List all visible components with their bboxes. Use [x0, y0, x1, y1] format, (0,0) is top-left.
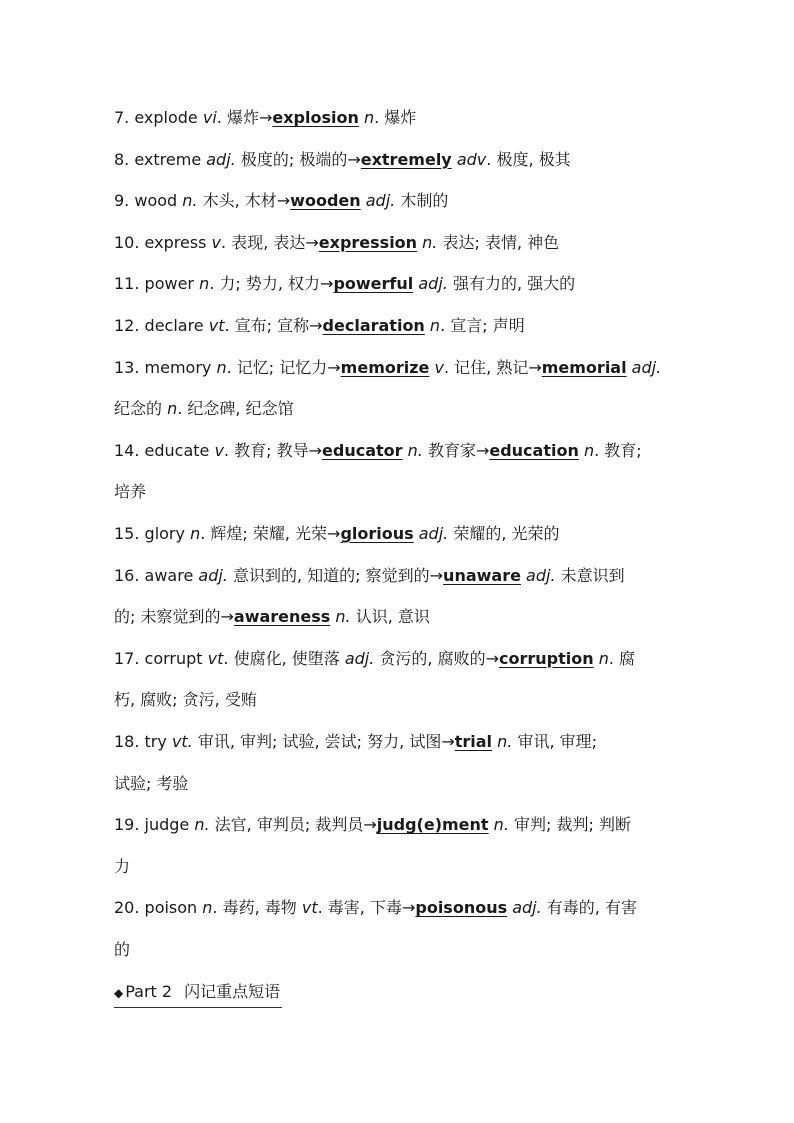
text-line	[114, 430, 680, 472]
part-of-speech: adj.	[206, 149, 236, 169]
line-text: 12. declare	[114, 315, 209, 335]
derived-word: corruption	[499, 648, 594, 668]
line-text: 培养	[114, 482, 147, 502]
diamond-bullet-icon: ◆	[114, 986, 124, 1000]
text-line	[114, 804, 680, 846]
vocabulary-list	[114, 97, 680, 970]
line-text: . 使腐化, 使堕落	[223, 648, 345, 668]
line-text: 16. aware	[114, 565, 199, 585]
line-text: 19. judge	[114, 815, 195, 835]
part-of-speech: n	[199, 274, 210, 294]
line-text: . 力; 势力, 权力→	[209, 274, 334, 294]
part-of-speech: vt	[208, 315, 225, 335]
part-of-speech: n	[363, 108, 375, 127]
part-of-speech: adv	[456, 149, 487, 169]
line-text: . 辉煌; 荣耀, 光荣→	[200, 523, 341, 543]
derived-word: extremely	[360, 149, 452, 169]
text-line	[114, 513, 680, 555]
derived-word: declaration	[322, 315, 425, 335]
line-text: . 记住, 熟记→	[443, 357, 542, 377]
text-line	[114, 222, 680, 264]
text-line	[114, 763, 680, 805]
text-line	[114, 721, 680, 763]
derived-word: memorial	[541, 357, 627, 377]
part-of-speech: n	[583, 440, 595, 460]
line-text: . 记忆; 记忆力→	[226, 357, 341, 377]
line-text: 审讯, 审判; 试验, 尝试; 努力, 试图→	[192, 731, 455, 751]
part-of-speech: n	[167, 399, 178, 419]
part-of-speech: n.	[497, 731, 513, 751]
part-of-speech: n.	[407, 440, 423, 460]
text-line	[114, 180, 680, 222]
line-text: 9. wood	[114, 191, 183, 211]
line-text: 表达; 表情, 神色	[437, 232, 560, 252]
line-text: 的	[114, 939, 131, 959]
line-text: 纪念的	[114, 399, 168, 419]
part-of-speech: adj.	[418, 523, 449, 543]
derived-word: powerful	[333, 274, 414, 294]
line-text: 7. explode	[114, 108, 203, 127]
line-text: . 毒害, 下毒→	[317, 898, 416, 918]
line-text: 18. try	[114, 731, 172, 751]
line-text: 教育家→	[422, 440, 490, 460]
part-of-speech: adj.	[512, 898, 542, 918]
line-text: 贪污的, 腐败的→	[374, 648, 500, 668]
part-of-speech: vt.	[171, 731, 193, 751]
text-line	[114, 388, 680, 430]
part-of-speech: n.	[493, 815, 509, 835]
line-text: 10. express	[114, 232, 212, 252]
text-line	[114, 929, 680, 971]
line-text: 13. memory	[114, 357, 217, 377]
line-text: . 宣言; 声明	[440, 315, 525, 335]
text-line	[114, 305, 680, 347]
text-line	[114, 263, 680, 305]
line-text: . 纪念碑, 纪念馆	[177, 399, 294, 419]
line-text: 17. corrupt	[114, 648, 208, 668]
part-title: 闪记重点短语	[184, 982, 281, 1001]
line-text: 14. educate	[114, 440, 215, 460]
part-label: Part 2	[125, 982, 173, 1001]
line-text: 意识到的, 知道的; 察觉到的→	[227, 565, 444, 585]
part-of-speech: n	[202, 898, 213, 918]
line-text: 力	[114, 856, 131, 876]
part-of-speech: vt	[207, 648, 224, 668]
part-of-speech: v	[434, 357, 444, 377]
line-text: 荣耀的, 光荣的	[448, 523, 560, 543]
derived-word: judg(e)ment	[376, 815, 489, 835]
derived-word: trial	[454, 731, 493, 751]
derived-word: poisonous	[415, 898, 508, 918]
text-line	[114, 846, 680, 888]
line-text: . 表现, 表达→	[221, 232, 319, 252]
text-line	[114, 638, 680, 680]
line-text: 极度的; 极端的→	[235, 149, 361, 169]
part-of-speech: adj.	[631, 357, 662, 377]
line-text: . 爆炸	[374, 108, 417, 127]
text-line	[114, 471, 680, 513]
part-of-speech: adj.	[418, 274, 448, 294]
derived-word: memorize	[340, 357, 430, 377]
text-line	[114, 596, 680, 638]
line-text: 11. power	[114, 274, 200, 294]
line-text: . 毒药, 毒物	[212, 898, 302, 918]
part-of-speech: n.	[194, 815, 210, 835]
text-line	[114, 97, 680, 139]
part-of-speech: vi	[202, 108, 217, 127]
part-of-speech: adj.	[344, 648, 375, 668]
line-text: 试验; 考验	[114, 773, 189, 793]
line-text: 审讯, 审理;	[512, 731, 598, 751]
line-text: . 腐	[608, 648, 636, 668]
section-heading	[114, 978, 282, 1008]
derived-word: educator	[322, 440, 403, 460]
part-of-speech: n	[429, 315, 441, 335]
part-of-speech: n.	[182, 191, 198, 211]
line-text: . 教育; 教导→	[223, 440, 323, 460]
derived-word: explosion	[272, 108, 359, 127]
line-text: . 极度, 极其	[486, 149, 571, 169]
line-text: 朽, 腐败; 贪污, 受贿	[114, 690, 257, 710]
derived-word: awareness	[233, 607, 331, 627]
derived-word: wooden	[290, 191, 361, 211]
line-text: 20. poison	[114, 898, 203, 918]
derived-word: education	[489, 440, 579, 460]
line-text: 的; 未察觉到的→	[114, 607, 234, 627]
derived-word: expression	[318, 232, 418, 252]
part-of-speech: v	[211, 232, 222, 252]
text-line	[114, 139, 680, 181]
derived-word: unaware	[443, 565, 521, 585]
line-text: . 宣布; 宣称→	[224, 315, 323, 335]
line-text: 有毒的, 有害	[541, 898, 637, 918]
part-of-speech: n	[598, 648, 609, 668]
part-of-speech: n.	[422, 232, 438, 252]
part-of-speech: vt	[301, 898, 318, 918]
line-text: . 爆炸→	[216, 108, 273, 127]
part-of-speech: n.	[335, 607, 351, 627]
text-line	[114, 679, 680, 721]
part-of-speech: adj.	[365, 191, 396, 211]
derived-word: glorious	[340, 523, 414, 543]
line-text: . 教育;	[594, 440, 642, 460]
line-text: 8. extreme	[114, 149, 207, 169]
line-text: 木头, 木材→	[197, 191, 291, 211]
line-text: 木制的	[395, 191, 449, 211]
line-text: 认识, 意识	[350, 607, 430, 627]
line-text: 15. glory	[114, 523, 191, 543]
text-line	[114, 887, 680, 929]
part-of-speech: n	[190, 523, 201, 543]
part-of-speech: n	[216, 357, 227, 377]
part-of-speech: v	[214, 440, 224, 460]
line-text: 强有力的, 强大的	[447, 274, 576, 294]
line-text: 法官, 审判员; 裁判员→	[209, 815, 377, 835]
text-line	[114, 555, 680, 597]
line-text: 未意识到	[555, 565, 625, 585]
line-text: 审判; 裁判; 判断	[508, 815, 631, 835]
text-line	[114, 347, 680, 389]
part-of-speech: adj.	[198, 565, 228, 585]
part-of-speech: adj.	[526, 565, 556, 585]
